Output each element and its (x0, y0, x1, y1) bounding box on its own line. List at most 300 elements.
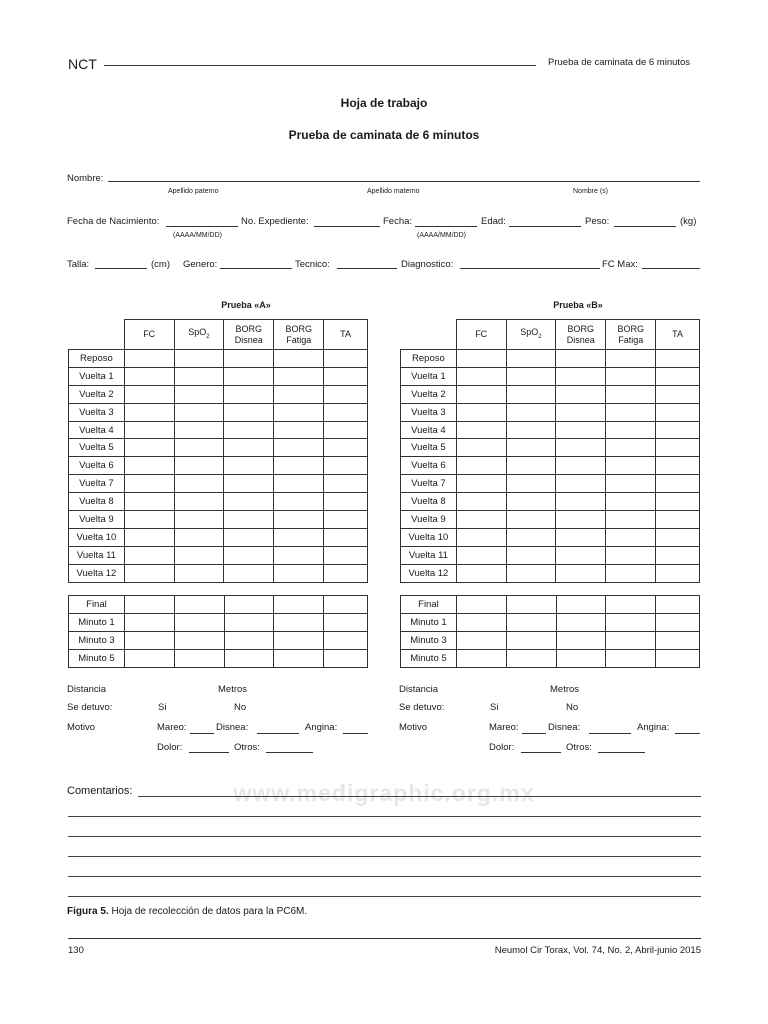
data-cell[interactable] (324, 475, 368, 493)
column-header (456, 320, 506, 350)
genero-field[interactable] (220, 268, 292, 269)
table-row (401, 403, 700, 421)
si-option: Si (490, 702, 499, 713)
data-cell[interactable] (556, 367, 606, 385)
data-cell[interactable] (506, 528, 556, 546)
data-cell[interactable] (456, 564, 506, 582)
data-cell[interactable] (224, 528, 274, 546)
data-cell[interactable] (324, 596, 368, 614)
data-cell[interactable] (456, 475, 506, 493)
data-cell[interactable] (174, 421, 224, 439)
data-cell[interactable] (506, 632, 556, 650)
data-cell[interactable] (174, 403, 224, 421)
comment-line-4[interactable] (68, 856, 701, 857)
table-row (69, 475, 368, 493)
data-cell[interactable] (506, 564, 556, 582)
data-cell[interactable] (506, 546, 556, 564)
data-cell[interactable] (556, 439, 606, 457)
data-cell[interactable] (506, 493, 556, 511)
table-row (401, 546, 700, 564)
row-label: Vuelta 7 (69, 475, 125, 493)
row-label: Vuelta 9 (69, 511, 125, 529)
row-label: Vuelta 4 (69, 421, 125, 439)
data-cell[interactable] (656, 439, 700, 457)
row-label: Vuelta 6 (69, 457, 125, 475)
column-header-label: TA (672, 329, 684, 339)
row-label: Minuto 1 (69, 614, 125, 632)
table-row (69, 564, 368, 582)
data-cell[interactable] (224, 475, 274, 493)
data-cell[interactable] (606, 439, 656, 457)
data-cell[interactable] (656, 528, 700, 546)
table-row (69, 528, 368, 546)
data-cell[interactable] (506, 511, 556, 529)
recovery-row (401, 632, 700, 650)
otros-field[interactable] (598, 752, 645, 753)
recovery-table (400, 595, 700, 668)
data-cell[interactable] (656, 457, 700, 475)
data-cell[interactable] (124, 546, 174, 564)
row-label: Vuelta 12 (401, 564, 457, 582)
row-label: Reposo (401, 350, 457, 368)
data-cell[interactable] (656, 596, 700, 614)
data-cell[interactable] (124, 632, 174, 650)
data-cell[interactable] (556, 385, 606, 403)
diagnostico-field[interactable] (460, 268, 600, 269)
distancia-label: Distancia (399, 684, 439, 695)
data-cell[interactable] (456, 403, 506, 421)
data-cell[interactable] (224, 546, 274, 564)
row-label: Vuelta 11 (401, 546, 457, 564)
data-cell[interactable] (456, 511, 506, 529)
comment-line-6[interactable] (68, 896, 701, 897)
data-cell[interactable] (456, 528, 506, 546)
data-cell[interactable] (456, 385, 506, 403)
data-cell[interactable] (274, 367, 324, 385)
data-cell[interactable] (274, 457, 324, 475)
metros-label: Metros (550, 684, 580, 695)
data-cell[interactable] (456, 493, 506, 511)
data-cell[interactable] (224, 614, 274, 632)
table-row (401, 385, 700, 403)
row-label: Vuelta 5 (401, 439, 457, 457)
column-header-label: FC (143, 329, 156, 339)
dolor-label: Dolor: (489, 742, 515, 753)
comment-line-5[interactable] (68, 876, 701, 877)
distancia-label: Distancia (67, 684, 107, 695)
data-cell[interactable] (324, 528, 368, 546)
page-number: 130 (68, 945, 84, 956)
edad-field[interactable] (509, 226, 581, 227)
data-cell[interactable] (274, 528, 324, 546)
data-cell[interactable] (556, 614, 606, 632)
data-cell[interactable] (274, 632, 324, 650)
figure-caption-text: Hoja de recolección de datos para la PC6M. (111, 906, 308, 917)
data-cell[interactable] (274, 511, 324, 529)
data-cell[interactable] (324, 421, 368, 439)
data-cell[interactable] (506, 439, 556, 457)
mareo-field[interactable] (190, 733, 214, 734)
data-cell[interactable] (556, 528, 606, 546)
recovery-row (401, 596, 700, 614)
data-cell[interactable] (656, 511, 700, 529)
data-cell[interactable] (174, 511, 224, 529)
data-cell[interactable] (456, 439, 506, 457)
nombres-caption: Nombre (s) (573, 188, 609, 195)
data-cell[interactable] (506, 596, 556, 614)
comment-line-2[interactable] (68, 816, 701, 817)
data-cell[interactable] (656, 367, 700, 385)
data-cell[interactable] (274, 564, 324, 582)
comentarios-label: Comentarios: (67, 785, 133, 797)
talla-field[interactable] (95, 268, 147, 269)
data-cell[interactable] (656, 614, 700, 632)
table-row (401, 511, 700, 529)
recovery-row (401, 614, 700, 632)
expediente-label: No. Expediente: (241, 216, 309, 227)
data-cell[interactable] (224, 493, 274, 511)
data-cell[interactable] (656, 650, 700, 668)
data-cell[interactable] (456, 596, 506, 614)
data-cell[interactable] (606, 511, 656, 529)
figure-label: Figura 5. (67, 906, 109, 917)
data-cell[interactable] (556, 596, 606, 614)
fecha-nacimiento-field[interactable] (166, 226, 238, 227)
data-cell[interactable] (656, 421, 700, 439)
data-cell[interactable] (606, 632, 656, 650)
fecha-nacimiento-label: Fecha de Nacimiento: (67, 216, 160, 227)
data-cell[interactable] (556, 650, 606, 668)
data-cell[interactable] (324, 546, 368, 564)
data-cell[interactable] (224, 367, 274, 385)
otros-label: Otros: (234, 742, 260, 753)
data-cell[interactable] (274, 493, 324, 511)
data-cell[interactable] (174, 650, 224, 668)
column-header-label: BORG Disnea (234, 323, 263, 345)
data-cell[interactable] (324, 439, 368, 457)
recovery-row (69, 632, 368, 650)
fecha-field[interactable] (415, 226, 477, 227)
data-cell[interactable] (124, 493, 174, 511)
peso-unit: (kg) (680, 216, 697, 227)
data-cell[interactable] (124, 511, 174, 529)
row-label: Vuelta 4 (401, 421, 457, 439)
data-cell[interactable] (124, 403, 174, 421)
data-cell[interactable] (124, 614, 174, 632)
data-cell[interactable] (656, 403, 700, 421)
table-row (69, 439, 368, 457)
data-cell[interactable] (456, 367, 506, 385)
no-option: No (234, 702, 247, 713)
table-row (69, 457, 368, 475)
data-cell[interactable] (124, 475, 174, 493)
data-cell[interactable] (324, 632, 368, 650)
form-subtitle: Prueba de caminata de 6 minutos (288, 128, 480, 142)
fecha-label: Fecha: (383, 216, 413, 227)
table-row (69, 493, 368, 511)
column-header-label: BORG Fatiga (285, 323, 312, 345)
row-label: Minuto 1 (401, 614, 457, 632)
data-cell[interactable] (456, 632, 506, 650)
data-cell[interactable] (506, 367, 556, 385)
edad-label: Edad: (481, 216, 506, 227)
fc-max-field[interactable] (642, 268, 700, 269)
data-cell[interactable] (274, 350, 324, 368)
data-cell[interactable] (456, 350, 506, 368)
data-cell[interactable] (656, 475, 700, 493)
data-cell[interactable] (124, 564, 174, 582)
data-cell[interactable] (274, 403, 324, 421)
figure-caption (67, 906, 307, 917)
data-cell[interactable] (556, 564, 606, 582)
data-cell[interactable] (124, 350, 174, 368)
data-cell[interactable] (174, 385, 224, 403)
data-cell[interactable] (606, 350, 656, 368)
data-cell[interactable] (606, 546, 656, 564)
data-cell[interactable] (456, 457, 506, 475)
data-cell[interactable] (324, 385, 368, 403)
data-cell[interactable] (174, 614, 224, 632)
data-cell[interactable] (324, 493, 368, 511)
data-cell[interactable] (606, 528, 656, 546)
row-label: Vuelta 1 (401, 367, 457, 385)
data-cell[interactable] (224, 385, 274, 403)
date-format-caption-2: (AAAA/MM/DD) (417, 232, 466, 239)
data-cell[interactable] (656, 385, 700, 403)
data-cell[interactable] (224, 596, 274, 614)
data-cell[interactable] (224, 511, 274, 529)
dolor-label: Dolor: (157, 742, 183, 753)
comment-line-1[interactable] (138, 796, 701, 797)
data-cell[interactable] (506, 457, 556, 475)
test-table (68, 319, 368, 583)
row-label: Reposo (69, 350, 125, 368)
metros-label: Metros (218, 684, 248, 695)
expediente-field[interactable] (314, 226, 380, 227)
test-title: Prueba «A» (221, 300, 271, 310)
data-cell[interactable] (174, 367, 224, 385)
data-cell[interactable] (606, 385, 656, 403)
data-cell[interactable] (124, 650, 174, 668)
data-cell[interactable] (324, 650, 368, 668)
data-cell[interactable] (656, 350, 700, 368)
data-cell[interactable] (174, 350, 224, 368)
column-header (556, 320, 606, 350)
data-cell[interactable] (556, 421, 606, 439)
nombre-label: Nombre: (67, 173, 104, 184)
data-cell[interactable] (606, 650, 656, 668)
angina-field[interactable] (675, 733, 700, 734)
recovery-row (401, 650, 700, 668)
data-cell[interactable] (506, 614, 556, 632)
table-row (401, 457, 700, 475)
data-cell[interactable] (224, 350, 274, 368)
row-label: Vuelta 10 (69, 528, 125, 546)
data-cell[interactable] (506, 650, 556, 668)
data-cell[interactable] (506, 421, 556, 439)
genero-label: Genero: (183, 259, 218, 270)
data-cell[interactable] (224, 439, 274, 457)
data-cell[interactable] (556, 475, 606, 493)
data-cell[interactable] (606, 421, 656, 439)
data-cell[interactable] (656, 564, 700, 582)
data-cell[interactable] (274, 596, 324, 614)
column-header (274, 320, 324, 350)
mareo-field[interactable] (522, 733, 546, 734)
peso-label: Peso: (585, 216, 610, 227)
data-cell[interactable] (606, 564, 656, 582)
journal-reference: Neumol Cir Torax, Vol. 74, No. 2, Abril-junio 2015 (494, 945, 701, 956)
data-cell[interactable] (606, 403, 656, 421)
diagnostico-label: Diagnostico: (401, 259, 454, 270)
data-cell[interactable] (606, 367, 656, 385)
data-cell[interactable] (274, 421, 324, 439)
row-label: Minuto 3 (401, 632, 457, 650)
row-label: Vuelta 3 (69, 403, 125, 421)
row-label: Vuelta 2 (69, 385, 125, 403)
data-cell[interactable] (274, 385, 324, 403)
data-cell[interactable] (606, 596, 656, 614)
data-cell[interactable] (556, 511, 606, 529)
test-title: Prueba «B» (553, 300, 603, 310)
column-header-label: TA (340, 329, 352, 339)
si-option: Si (158, 702, 167, 713)
data-cell[interactable] (324, 367, 368, 385)
watermark: www.medigraphic.org.mx (233, 780, 535, 806)
data-cell[interactable] (556, 457, 606, 475)
table-row (69, 385, 368, 403)
column-header (224, 320, 274, 350)
data-cell[interactable] (324, 457, 368, 475)
data-cell[interactable] (224, 421, 274, 439)
data-cell[interactable] (656, 632, 700, 650)
form-title: Hoja de trabajo (340, 96, 428, 110)
tecnico-field[interactable] (337, 268, 397, 269)
otros-label: Otros: (566, 742, 592, 753)
data-cell[interactable] (324, 350, 368, 368)
data-cell[interactable] (274, 439, 324, 457)
data-cell[interactable] (606, 493, 656, 511)
data-cell[interactable] (224, 564, 274, 582)
table-row (69, 421, 368, 439)
otros-field[interactable] (266, 752, 313, 753)
data-cell[interactable] (456, 650, 506, 668)
dolor-field[interactable] (189, 752, 229, 753)
table-row (401, 367, 700, 385)
angina-field[interactable] (343, 733, 368, 734)
data-cell[interactable] (174, 439, 224, 457)
data-cell[interactable] (174, 475, 224, 493)
data-cell[interactable] (556, 546, 606, 564)
table-row (69, 350, 368, 368)
data-cell[interactable] (274, 650, 324, 668)
recovery-row (69, 596, 368, 614)
comment-line-3[interactable] (68, 836, 701, 837)
data-cell[interactable] (124, 439, 174, 457)
data-cell[interactable] (456, 421, 506, 439)
disnea-field[interactable] (589, 733, 631, 734)
data-cell[interactable] (506, 350, 556, 368)
data-cell[interactable] (324, 403, 368, 421)
table-row (401, 475, 700, 493)
data-cell[interactable] (124, 385, 174, 403)
data-cell[interactable] (556, 403, 606, 421)
data-cell[interactable] (274, 475, 324, 493)
data-cell[interactable] (174, 457, 224, 475)
peso-field[interactable] (614, 226, 676, 227)
data-cell[interactable] (124, 367, 174, 385)
data-cell[interactable] (324, 564, 368, 582)
data-cell[interactable] (224, 632, 274, 650)
data-cell[interactable] (506, 385, 556, 403)
row-label: Vuelta 12 (69, 564, 125, 582)
data-cell[interactable] (124, 528, 174, 546)
data-cell[interactable] (174, 564, 224, 582)
data-cell[interactable] (224, 403, 274, 421)
row-label: Final (69, 596, 125, 614)
data-cell[interactable] (606, 457, 656, 475)
nombre-field[interactable] (108, 181, 700, 182)
data-cell[interactable] (174, 596, 224, 614)
data-cell[interactable] (506, 475, 556, 493)
data-cell[interactable] (174, 528, 224, 546)
row-label: Vuelta 11 (69, 546, 125, 564)
data-cell[interactable] (224, 650, 274, 668)
data-cell[interactable] (456, 614, 506, 632)
header-corner (69, 320, 125, 350)
recovery-table (68, 595, 368, 668)
data-cell[interactable] (606, 614, 656, 632)
data-cell[interactable] (174, 632, 224, 650)
row-label: Minuto 5 (401, 650, 457, 668)
data-cell[interactable] (456, 546, 506, 564)
data-cell[interactable] (274, 546, 324, 564)
apellido-materno-caption: Apellido materno (367, 188, 420, 195)
disnea-field[interactable] (257, 733, 299, 734)
header-rule (104, 65, 536, 66)
data-cell[interactable] (324, 614, 368, 632)
spo2-subscript: 2 (206, 333, 210, 340)
column-header (124, 320, 174, 350)
data-cell[interactable] (274, 614, 324, 632)
data-cell[interactable] (124, 421, 174, 439)
table-row (401, 528, 700, 546)
data-cell[interactable] (124, 596, 174, 614)
no-option: No (566, 702, 579, 713)
data-cell[interactable] (506, 403, 556, 421)
row-label: Minuto 3 (69, 632, 125, 650)
data-cell[interactable] (656, 546, 700, 564)
dolor-field[interactable] (521, 752, 561, 753)
data-cell[interactable] (556, 350, 606, 368)
tecnico-label: Tecnico: (295, 259, 330, 270)
table-row (401, 493, 700, 511)
data-cell[interactable] (556, 493, 606, 511)
column-header (506, 320, 556, 350)
row-label: Vuelta 6 (401, 457, 457, 475)
fc-max-label: FC Max: (602, 259, 638, 270)
data-cell[interactable] (324, 511, 368, 529)
data-cell[interactable] (606, 475, 656, 493)
table-row (401, 439, 700, 457)
data-cell[interactable] (656, 493, 700, 511)
data-cell[interactable] (174, 493, 224, 511)
mareo-label: Mareo: (157, 722, 187, 733)
data-cell[interactable] (556, 632, 606, 650)
data-cell[interactable] (224, 457, 274, 475)
data-cell[interactable] (124, 457, 174, 475)
data-cell[interactable] (174, 546, 224, 564)
